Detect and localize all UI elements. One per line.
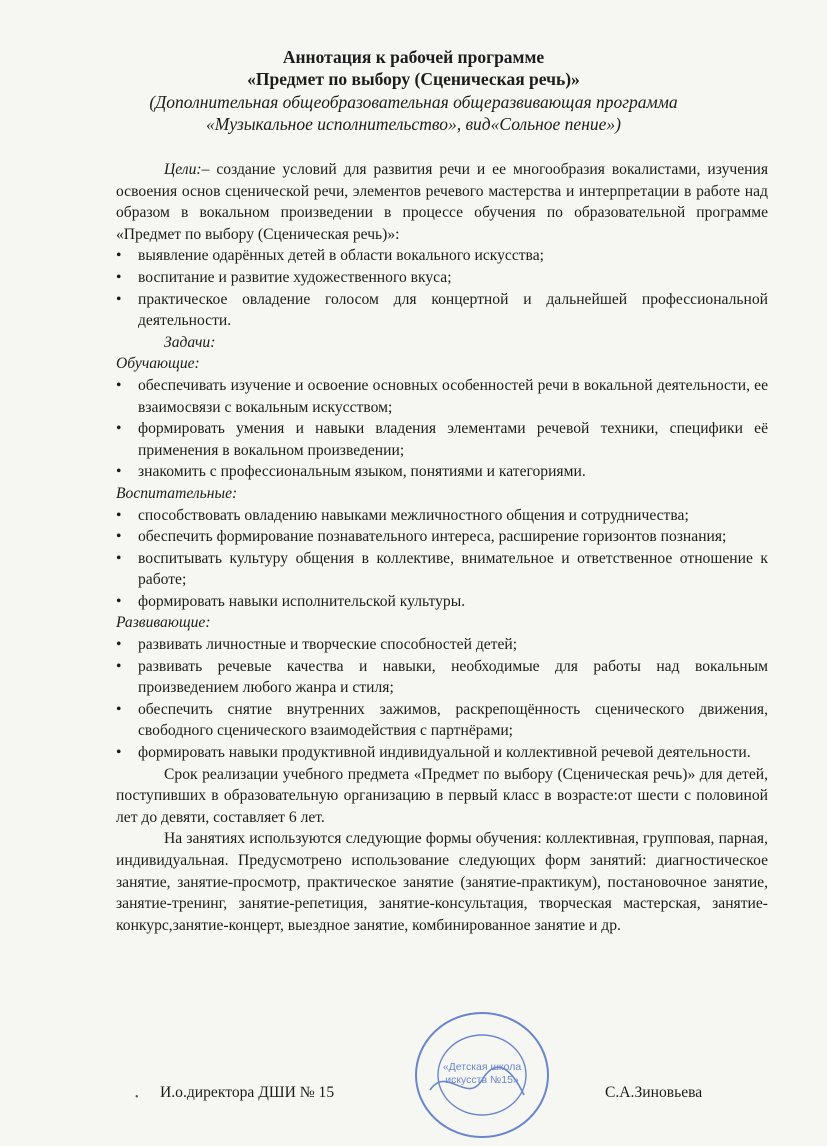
list-item: • выявление одарённых детей в области вокального искусства; bbox=[116, 247, 544, 265]
document-title-line-2: «Предмет по выбору (Сценическая речь)» bbox=[247, 69, 580, 89]
list-item: • развивать личностные и творческие способностей детей; bbox=[116, 636, 518, 654]
page-mark: • bbox=[135, 1092, 139, 1103]
list-item: • формировать навыки исполнительской культуры. bbox=[116, 592, 466, 610]
stamp-text-line-1: «Детская школа bbox=[442, 1061, 522, 1073]
teaching-heading: Обучающие: bbox=[116, 355, 200, 373]
document-subtitle-line-1: (Дополнительная общеобразовательная общеразвивающая программа bbox=[149, 92, 678, 112]
list-item: • развивать речевые качества и навыки, необходимые для работы над вокальным произведением любого жанра и стиля; bbox=[116, 657, 768, 697]
tasks-label: Задачи: bbox=[164, 333, 216, 351]
list-item: • знакомить с профессиональным языком, понятиями и категориями. bbox=[116, 463, 586, 481]
list-item: • обеспечивать изучение и освоение основных особенностей речи в вокальной деятельности, ее взаимосвязи с вокальным искусством; bbox=[116, 376, 768, 416]
signatory-name: С.А.Зиновьева bbox=[605, 1084, 703, 1101]
list-item: • обеспечить снятие внутренних зажимов, раскрепощённость сценического движения, свободного сценического взаимодействия с партнёрами; bbox=[116, 700, 768, 740]
document-subtitle-line-2: «Музыкальное исполнительство», вид«Сольное пение») bbox=[206, 114, 621, 134]
list-item: • практическое овладение голосом для концертной и дальнейшей профессиональной деятельности. bbox=[116, 290, 768, 330]
list-item: • формировать умения и навыки владения элементами речевой техники, специфики её применения в вокальном произведении; bbox=[116, 420, 768, 459]
document-body bbox=[116, 159, 768, 936]
developing-heading: Развивающие: bbox=[116, 614, 211, 632]
forms-paragraph: На занятиях используются следующие формы обучения: коллективная, групповая, парная, индивидуальная. Предусмотрено использование следующих форм занятий: диагностическое занятие, занятие-просмотр, практическое занятие (занятие-практикум), постановочное занятие, занятие-тренинг, занятие-репетиция, занятие-консультация, творческая мастерская, занятие-конкурс,занятие-концерт, выездное занятие, комбинированное занятие и др. bbox=[116, 830, 768, 934]
list-item: • формировать навыки продуктивной индивидуальной и коллективной речевой деятельности. bbox=[116, 744, 751, 762]
school-stamp-seal bbox=[412, 1010, 552, 1140]
list-item: • способствовать овладению навыками межличностного общения и сотрудничества; bbox=[116, 506, 689, 524]
stamp-text-line-2: искусств №15» bbox=[445, 1074, 519, 1086]
list-item: • воспитание и развитие художественного вкуса; bbox=[116, 268, 452, 286]
term-paragraph: Срок реализации учебного предмета «Предмет по выбору (Сценическая речь)» для детей, поступивших в образовательную организацию в первый класс в возрасте:от шести с половиной лет до девяти, составляет 6 лет. bbox=[116, 765, 768, 826]
list-item: • воспитывать культуру общения в коллективе, внимательное и ответственное отношение к работе; bbox=[116, 549, 768, 589]
list-item: • обеспечить формирование познавательного интереса, расширение горизонтов познания; bbox=[116, 528, 727, 546]
document-title-line-1: Аннотация к рабочей программе bbox=[282, 47, 545, 67]
signatory-position: И.о.директора ДШИ № 15 bbox=[160, 1084, 335, 1101]
upbringing-heading: Воспитательные: bbox=[116, 484, 238, 502]
goals-text: – создание условий для развития речи и ее многообразия вокалистами, изучения освоения основ сценической речи, элементов речевого мастерства и интерпретации в работе над образом в вокальном произведении в процессе обучения по образовательной программе «Предмет по выбору (Сценическая речь)»: bbox=[116, 161, 768, 243]
goals-label: Цели: bbox=[164, 161, 202, 178]
goals-paragraph bbox=[116, 159, 768, 245]
